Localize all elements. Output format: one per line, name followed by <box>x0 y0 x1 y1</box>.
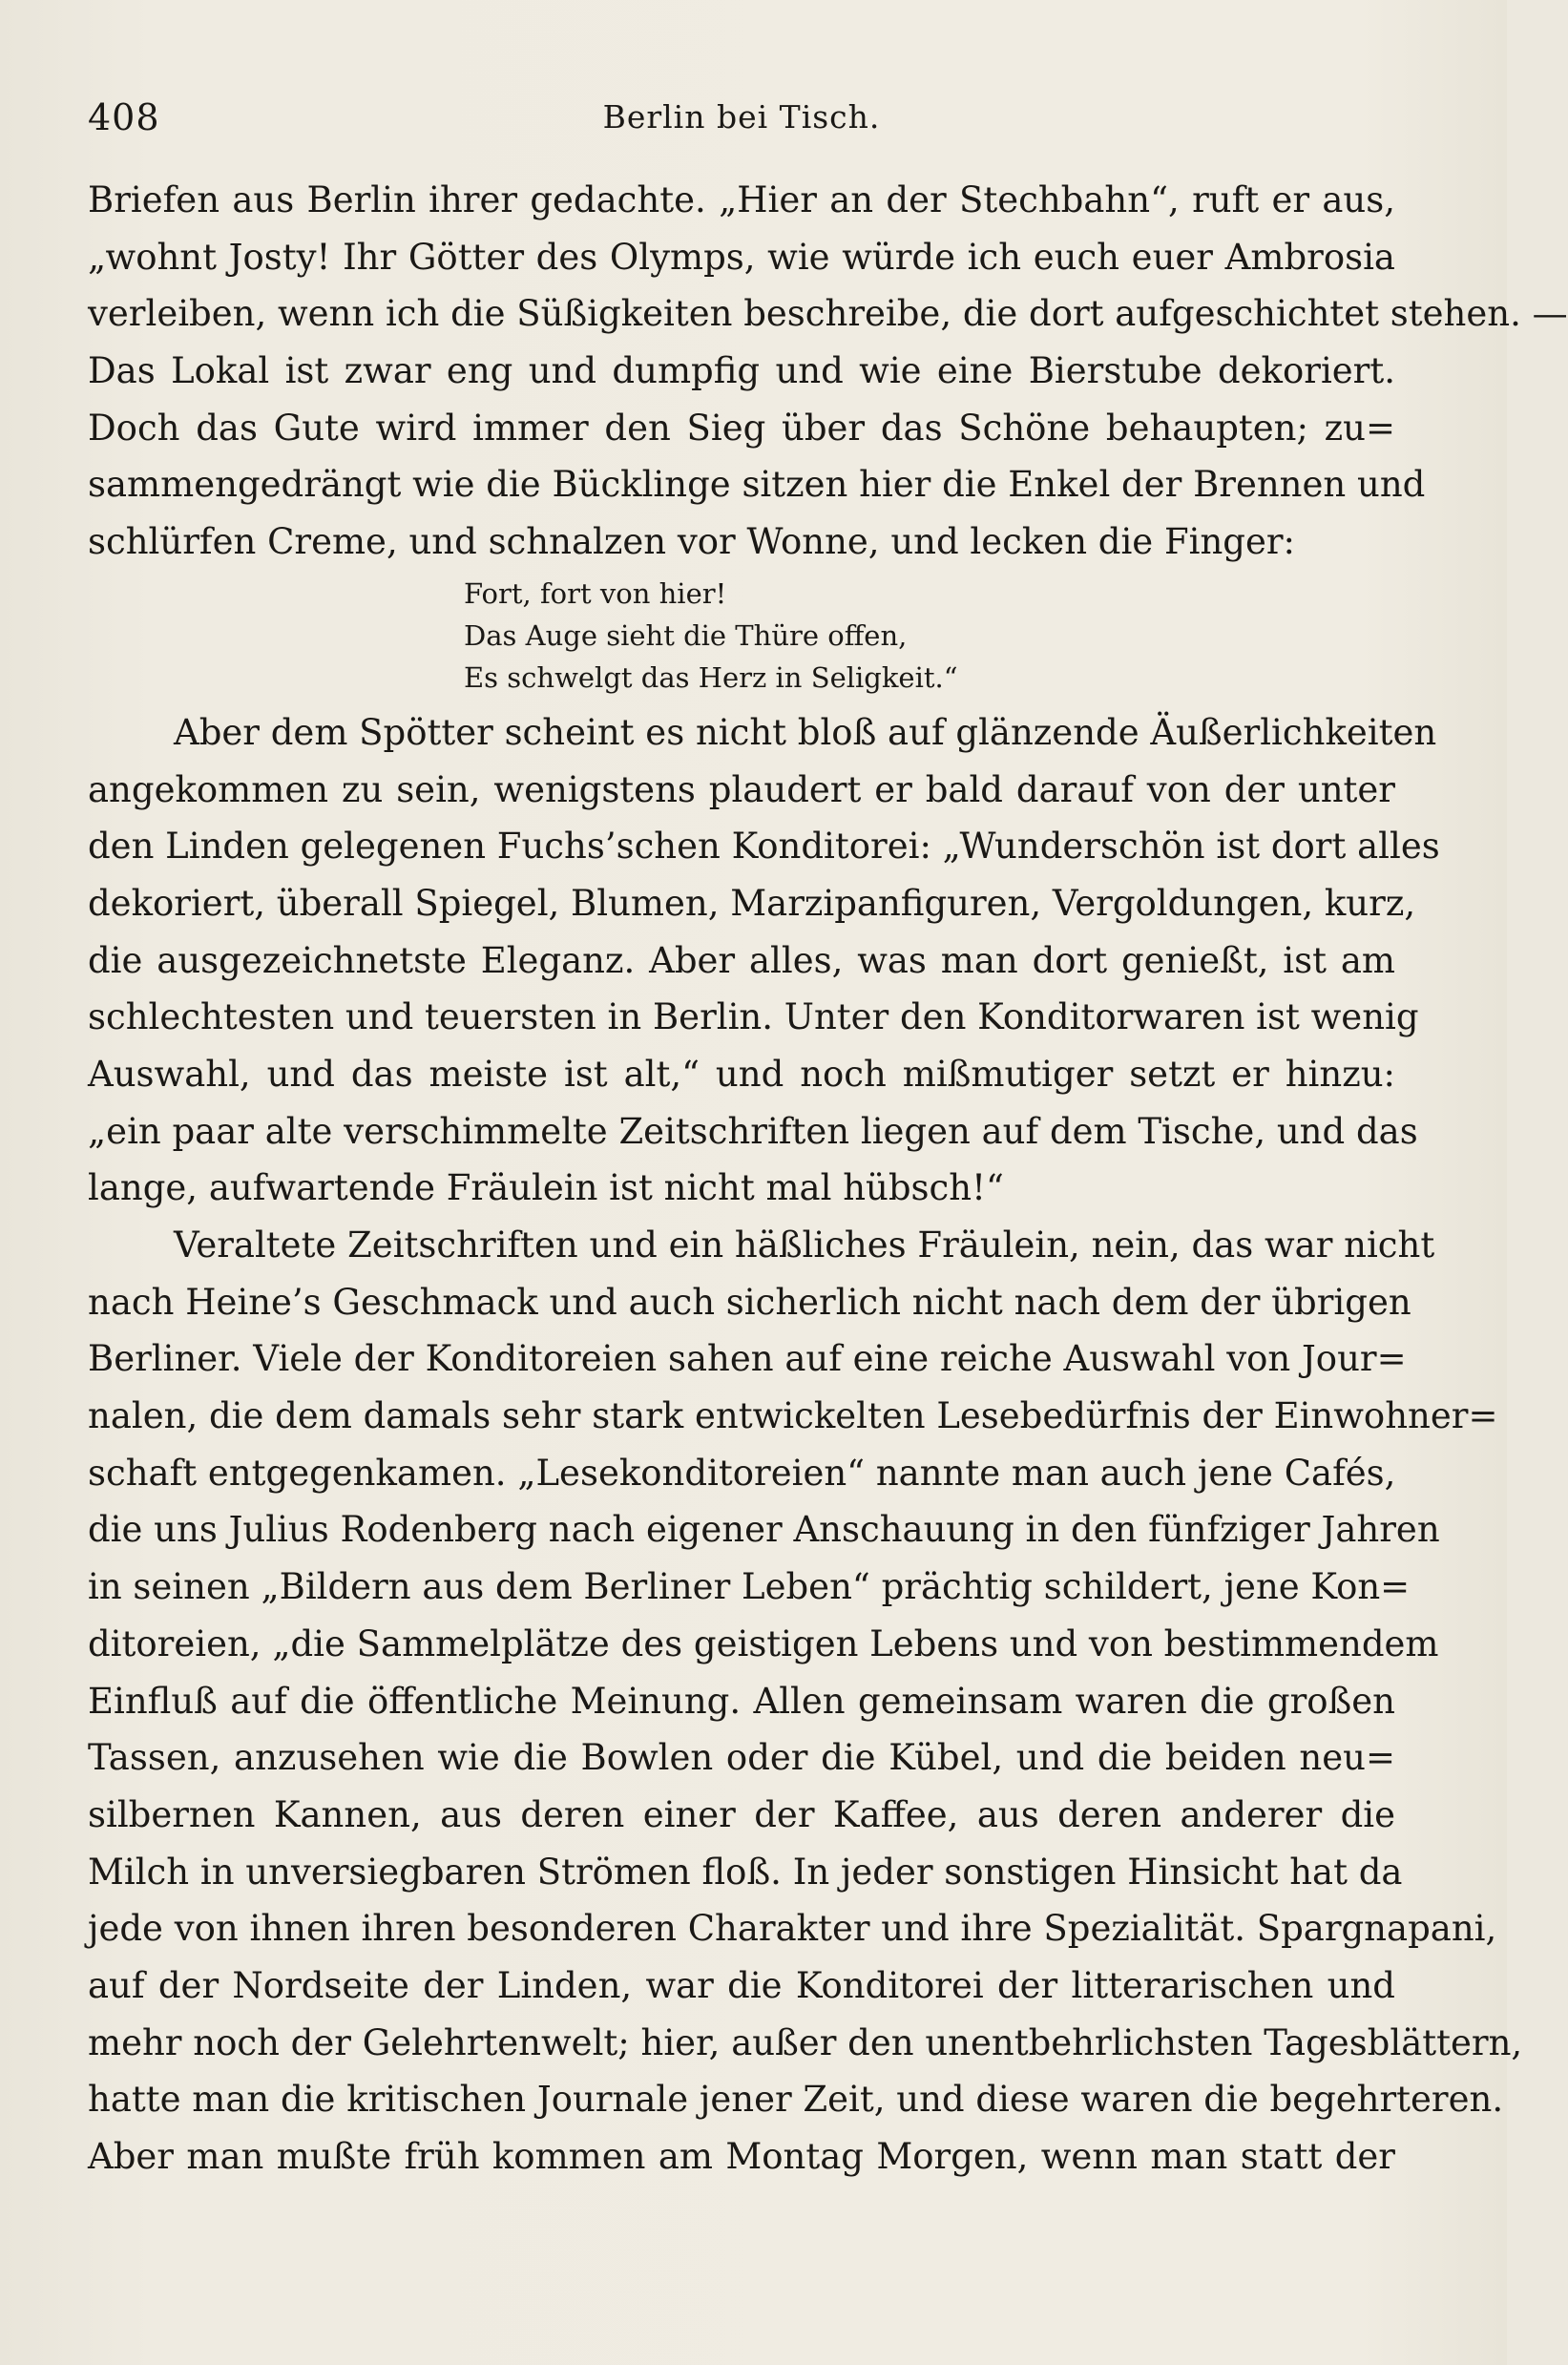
text-line: dekoriert, überall Spiegel, Blumen, Marzipanfiguren, Vergoldungen, kurz, <box>88 882 1416 924</box>
text-line: schlechtesten und teuersten in Berlin. Unter den Konditorwaren ist wenig <box>88 996 1419 1038</box>
text-line: angekommen zu sein, wenigstens plaudert er bald darauf von der unter <box>88 768 1395 810</box>
page-number: 408 <box>88 96 160 138</box>
text-line: jede von ihnen ihren besonderen Charakter und ihre Spezialität. Spargnapani, <box>88 1908 1497 1950</box>
running-title: Berlin bei Tisch. <box>602 98 881 136</box>
text-line: Milch in unversiegbaren Strömen floß. In jeder sonstigen Hinsicht hat da <box>88 1851 1403 1893</box>
verse-line: Fort, fort von hier! <box>464 576 727 610</box>
text-line: mehr noch der Gelehrtenwelt; hier, außer den unentbehrlichsten Tagesblättern, <box>88 2021 1523 2063</box>
paragraph-2 <box>88 704 1440 1217</box>
text-line: die uns Julius Rodenberg nach eigener Anschauung in den fünfziger Jahren <box>88 1509 1440 1551</box>
text-line: silbernen Kannen, aus deren einer der Kaffee, aus deren anderer die <box>88 1793 1395 1835</box>
text-line: schaft entgegenkamen. „Lesekonditoreien“ nannte man auch jene Cafés, <box>88 1452 1396 1494</box>
text-line: lange, aufwartende Fräulein ist nicht mal hübsch!“ <box>88 1167 1004 1209</box>
verse-line: Es schwelgt das Herz in Seligkeit.“ <box>464 660 958 694</box>
text-line: in seinen „Bildern aus dem Berliner Leben“ prächtig schildert, jene Kon= <box>88 1566 1411 1608</box>
text-line: Auswahl, und das meiste ist alt,“ und noch mißmutiger setzt er hinzu: <box>88 1053 1395 1095</box>
page-header <box>88 91 1395 148</box>
verse-line: Das Auge sieht die Thüre offen, <box>464 618 908 652</box>
text-line: nalen, die dem damals sehr stark entwickelten Lesebedürfnis der Einwohner= <box>88 1395 1498 1437</box>
text-line: Einfluß auf die öffentliche Meinung. Allen gemeinsam waren die großen <box>88 1680 1395 1722</box>
text-line: Berliner. Viele der Konditoreien sahen auf eine reiche Auswahl von Jour= <box>88 1338 1407 1380</box>
text-line: die ausgezeichnetste Eleganz. Aber alles, was man dort genießt, ist am <box>88 939 1395 981</box>
paragraph-3 <box>88 1217 1523 2186</box>
text-line: nach Heine’s Geschmack und auch sicherlich nicht nach dem der übrigen <box>88 1281 1411 1323</box>
text-line: schlürfen Creme, und schnalzen vor Wonne, und lecken die Finger: <box>88 521 1296 563</box>
text-line: „wohnt Josty! Ihr Götter des Olymps, wie würde ich euch euer Ambrosia <box>88 236 1395 278</box>
text-line: auf der Nordseite der Linden, war die Konditorei der litterarischen und <box>88 1964 1395 2006</box>
text-line: „ein paar alte verschimmelte Zeitschriften liegen auf dem Tische, und das <box>88 1110 1418 1152</box>
text-line: Tassen, anzusehen wie die Bowlen oder die Kübel, und die beiden neu= <box>88 1737 1395 1779</box>
text-line: Das Lokal ist zwar eng und dumpfig und wie eine Bierstube dekoriert. <box>88 350 1395 392</box>
body-text <box>88 172 1568 2186</box>
paragraph-1 <box>88 172 1568 571</box>
text-line: sammengedrängt wie die Bücklinge sitzen hier die Enkel der Brennen und <box>88 464 1426 506</box>
text-line: ditoreien, „die Sammelplätze des geistigen Lebens und von bestimmendem <box>88 1622 1439 1664</box>
text-line: Veraltete Zeitschriften und ein häßliches Fräulein, nein, das war nicht <box>174 1224 1435 1266</box>
text-line: den Linden gelegenen Fuchs’schen Konditorei: „Wunderschön ist dort alles <box>88 826 1440 868</box>
text-line: Aber dem Spötter scheint es nicht bloß auf glänzende Äußerlichkeiten <box>174 711 1437 753</box>
text-line: hatte man die kritischen Journale jener Zeit, und diese waren die begehrteren. <box>88 2079 1504 2121</box>
text-line: Doch das Gute wird immer den Sieg über das Schöne behaupten; zu= <box>88 407 1395 449</box>
text-line: Briefen aus Berlin ihrer gedachte. „Hier an der Stechbahn“, ruft er aus, <box>88 179 1395 220</box>
text-line: Aber man mußte früh kommen am Montag Morgen, wenn man statt der <box>88 2136 1395 2177</box>
text-line: verleiben, wenn ich die Süßigkeiten beschreibe, die dort aufgeschichtet stehen. — <box>88 293 1568 335</box>
verse-quote <box>88 573 1395 699</box>
